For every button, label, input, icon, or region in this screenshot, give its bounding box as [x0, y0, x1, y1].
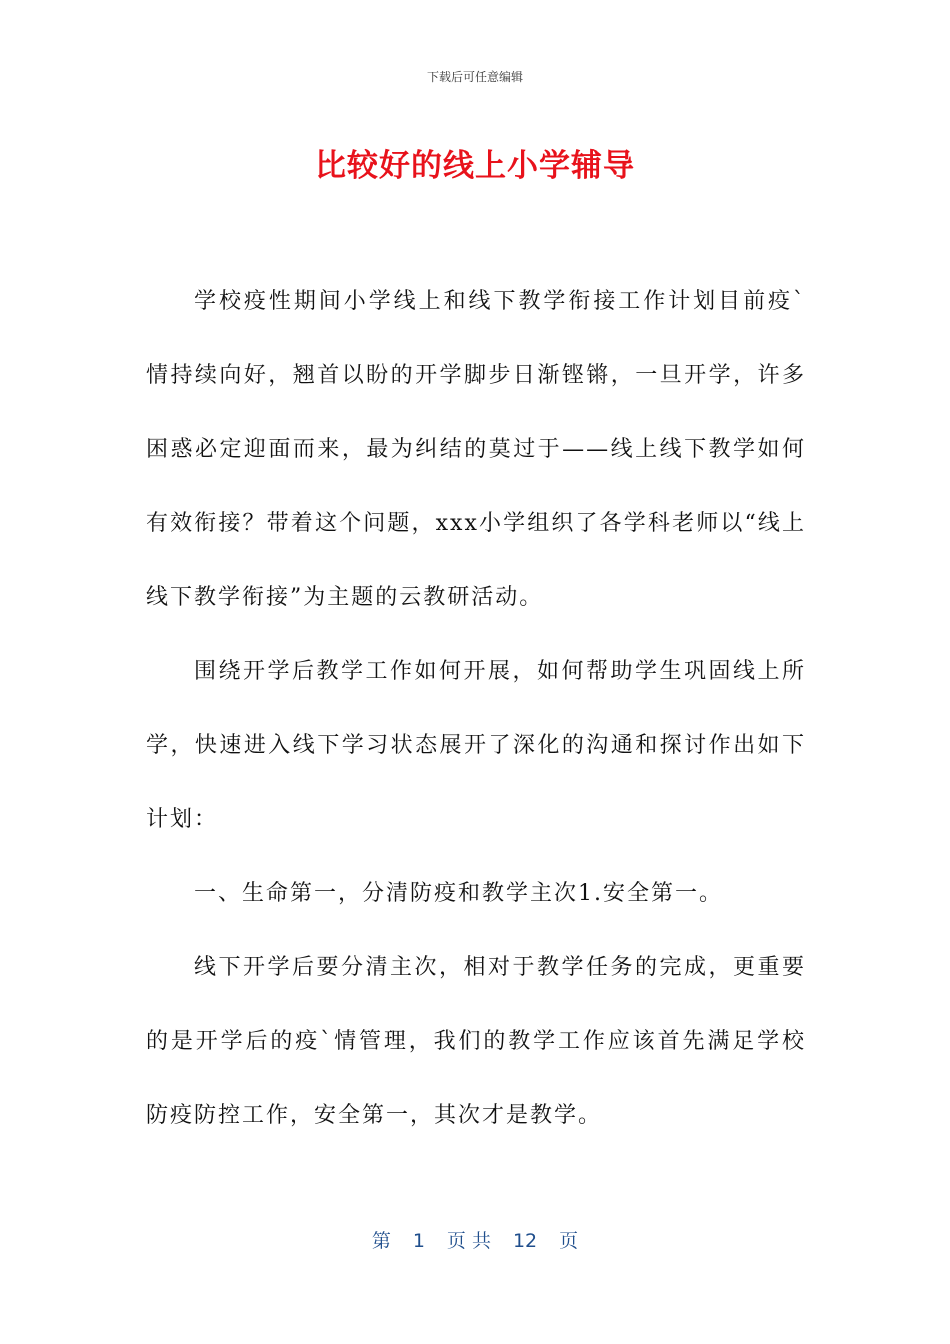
footer-prefix: 第 [371, 1230, 391, 1252]
document-body [146, 265, 806, 1153]
page-footer [0, 1226, 950, 1253]
document-title: 比较好的线上小学辅导 [315, 148, 635, 184]
footer-current-page: 1 [412, 1230, 425, 1252]
footer-suffix: 页 [559, 1230, 579, 1252]
paragraph-2: 围绕开学后教学工作如何开展，如何帮助学生巩固线上所学，快速进入线下学习状态展开了深化的沟通和探讨作出如下计划： [146, 659, 806, 832]
footer-middle: 页 共 [446, 1230, 491, 1252]
paragraph-4: 线下开学后要分清主次，相对于教学任务的完成，更重要的是开学后的疫`情管理，我们的教学工作应该首先满足学校防疫防控工作，安全第一，其次才是教学。 [146, 955, 806, 1128]
paragraph-1: 学校疫性期间小学线上和线下教学衔接工作计划目前疫`情持续向好，翘首以盼的开学脚步日渐铿锵，一旦开学，许多困惑必定迎面而来，最为纠结的莫过于——线上线下教学如何有效衔接？带着这个问题，xxx小学组织了各学科老师以“线上线下教学衔接”为主题的云教研活动。 [146, 289, 806, 610]
header-note: 下载后可任意编辑 [426, 70, 523, 84]
footer-total-pages: 12 [512, 1230, 538, 1252]
paragraph-3: 一、生命第一，分清防疫和教学主次1.安全第一。 [194, 881, 723, 906]
